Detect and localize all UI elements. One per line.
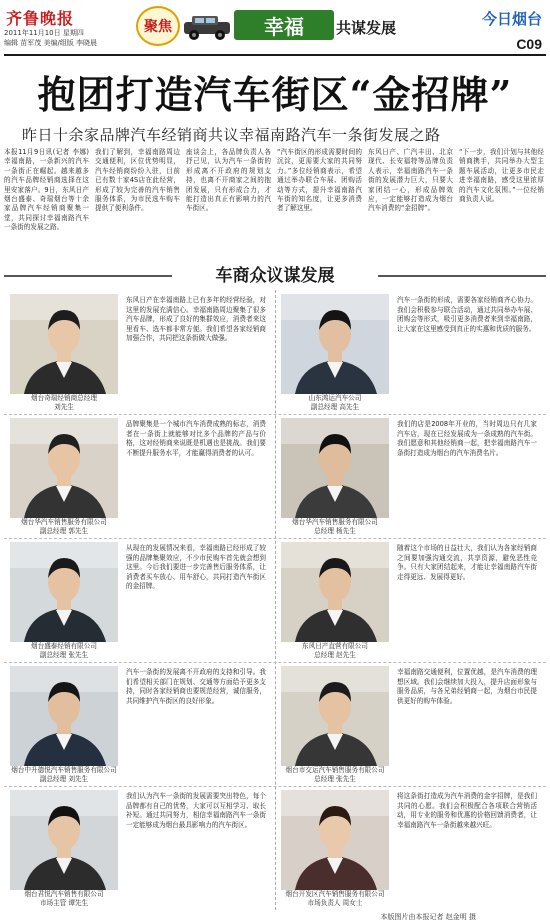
car-icon (180, 12, 234, 42)
photo-credit: 本版图片由本报记者 赵金明 摄 (380, 913, 476, 921)
profile-caption (5, 518, 123, 538)
profile-photo (281, 418, 389, 518)
profile-caption (276, 642, 394, 662)
profile-quote: 从现在的发展情况来看，幸福南路已经形成了较强的品牌集聚效应，不少市民购车首先就会想到这里。今后我们要进一步完善售后服务体系，让消费者买车放心、用车舒心，共同打造汽车街区的金招牌。 (126, 544, 266, 591)
section-title: 车商众议谋发展 (215, 266, 335, 286)
profile-card (275, 662, 546, 786)
profile-photo (281, 542, 389, 642)
profile-caption (276, 890, 394, 910)
profile-photo (10, 294, 118, 394)
article-column: “汽车街区的形成需要时间的沉淀，更需要大家的共同努力。”多位经销商表示，希望通过举办联合车展、团购活动等方式，提升幸福南路汽车街的知名度，让更多消费者了解这里。 (277, 148, 362, 213)
banner-xingfu: 幸福 (234, 10, 334, 40)
profile-person: 副总经理 张先生 (39, 651, 89, 660)
profile-photo (281, 790, 389, 890)
article-column: 座谈会上，各品牌负责人各抒己见，认为汽车一条街的形成离不开政府的规划支持，也离不开商家之间的抱团发展，只有形成合力，才能打造出真正有影响力的汽车街区。 (186, 148, 271, 213)
profile-caption (5, 394, 123, 414)
profile-caption (276, 766, 394, 786)
profile-photo (281, 666, 389, 766)
profile-quote: 幸福南路交通便利，位置优越，是汽车消费的理想区域。我们会继续加大投入，提升店面形象与服务品质，与各兄弟经销商一起，为烟台市民提供更好的购车体验。 (397, 668, 537, 705)
profile-company: 烟台开发区汽车销售服务有限公司 (285, 890, 385, 898)
profile-photo (10, 418, 118, 518)
profile-quote: 随着这个市场的日益壮大，我们认为各家经销商之间要加强沟通交流，共享资源，避免恶性竞争。只有大家团结起来，才能让幸福南路汽车街走得更远、发展得更好。 (397, 544, 537, 581)
subheadline: 昨日十余家品牌汽车经销商共议幸福南路汽车一条街发展之路 (22, 126, 441, 144)
profile-photo (10, 790, 118, 890)
column-banner (136, 4, 436, 48)
profile-quote: 品牌聚集是一个城市汽车消费成熟的标志，消费者在一条街上就能够对比多个品牌的产品与价格，这对经销商来说既是机遇也是挑战。我们要不断提升服务水平，才能赢得消费者的认可。 (126, 420, 266, 457)
masthead-rule (4, 54, 546, 56)
profile-card (4, 414, 275, 538)
profile-company: 山东鸿运汽车公司 (308, 394, 362, 402)
section-rule-right (378, 275, 546, 277)
profile-person: 总经理 赵先生 (314, 651, 356, 660)
profile-photo (281, 294, 389, 394)
profile-photo (10, 666, 118, 766)
profile-person: 副总经理 高先生 (310, 403, 360, 412)
profile-caption (5, 642, 123, 662)
newspaper-logo: 齐鲁晚报 (6, 9, 75, 28)
profile-caption (5, 890, 123, 910)
profile-quote: 东风日产在幸福南路上已有多年的经营经验，对这里的发展充满信心。幸福南路周边聚集了很多汽车品牌，形成了良好的集群效应，消费者来这里看车、选车都非常方便。我们希望各家经销商加强合作，共同把这条街做大做强。 (126, 296, 266, 343)
profile-person: 副总经理 刘先生 (39, 775, 89, 784)
profile-company: 烟台君悦汽车销售有限公司 (24, 890, 104, 898)
issue-meta (4, 28, 154, 48)
profile-card (4, 538, 275, 662)
profiles-grid (4, 290, 546, 910)
profile-caption (276, 394, 394, 414)
masthead (0, 0, 550, 56)
column-badge: 聚焦 (136, 6, 180, 46)
profile-quote: 我们的店是2008年开业的，当时周边只有几家汽车店，现在已经发展成为一条成熟的汽车街。我们愿意和其他经销商一起，把幸福南路汽车一条街打造成为烟台的汽车消费名片。 (397, 420, 537, 457)
profile-quote: 我们认为汽车一条街的发展需要突出特色，每个品牌都有自己的优势，大家可以互相学习、取长补短。通过共同努力，相信幸福南路汽车一条街一定能够成为烟台最具影响力的汽车街区。 (126, 792, 266, 829)
profile-quote: 汽车一条街的发展离不开政府的支持和引导。我们希望相关部门在规划、交通等方面给予更多支持，同时各家经销商也要规范经营，诚信服务，共同维护汽车街区的良好形象。 (126, 668, 266, 705)
profile-quote: 汽车一条街的形成，需要各家经销商齐心协力。我们会积极参与联合活动，通过共同举办车展、团购会等形式，吸引更多消费者来到幸福南路，让大家在这里感受到真正的实惠和优质的服务。 (397, 296, 537, 333)
section-name: 今日烟台 (481, 10, 542, 28)
headline: 抱团打造汽车街区“金招牌” (37, 72, 513, 117)
profile-person: 总经理 张先生 (314, 775, 356, 784)
profile-company: 东风日产直营有限公司 (302, 642, 368, 650)
profile-company: 烟台华汽车销售服务有限公司 (21, 518, 107, 526)
profile-card (275, 538, 546, 662)
profile-card (275, 786, 546, 910)
profile-person: 副总经理 郭先生 (39, 527, 89, 536)
profile-caption (276, 518, 394, 538)
profile-company: 烟台华汽车销售服务有限公司 (292, 518, 378, 526)
profile-card (275, 290, 546, 414)
profile-company: 烟台市交运汽车销售服务有限公司 (285, 766, 385, 774)
section-heading (4, 264, 546, 288)
page-number: C09 (516, 36, 542, 52)
article-column: 我们了解到，幸福南路周边交通便利，区位优势明显，汽车经销商纷纷入驻，目前已有数十家4S店在此经营，形成了较为完善的汽车销售服务体系，为市民选车购车提供了便利条件。 (95, 148, 180, 213)
article-body (4, 148, 546, 258)
profile-company: 烟台中升德悦汽车销售服务有限公司 (11, 766, 117, 774)
profile-company: 烟台盛泰经销有限公司 (31, 642, 97, 650)
profile-person: 市场负责人 周女士 (307, 899, 363, 908)
profile-card (4, 662, 275, 786)
profile-company: 烟台奇瑞经销商总经理 (31, 394, 97, 402)
banner-gongmou: 共谋发展 (336, 18, 397, 37)
editor-credit: 编辑 苗军茂 美编/组版 李晓晨 (4, 39, 98, 47)
profile-person: 市场主管 谭先生 (39, 899, 89, 908)
issue-date: 2011年11月10日 星期四 (4, 29, 84, 37)
profile-caption (5, 766, 123, 786)
article-column: 本报11月9日讯(记者 李娜) 幸福南路，一条新兴的汽车一条街正在崛起。越来越多的汽车品牌经销商选择在这里安家落户。9日，东风日产烟台盛泰、奇瑞烟台等十余家品牌汽车经销商聚集一堂，共同探讨幸福南路汽车一条街的发展之路。 (4, 148, 89, 232)
article-column: “下一步，我们计划与其他经销商携手，共同举办大型主题车展活动，让更多市民走进幸福南路，感受这里浓厚的汽车文化氛围。”一位经销商负责人说。 (459, 148, 544, 204)
profile-photo (10, 542, 118, 642)
profile-card (4, 786, 275, 910)
section-rule-left (4, 275, 172, 277)
profile-person: 总经理 杨先生 (314, 527, 356, 536)
profile-card (275, 414, 546, 538)
profile-card (4, 290, 275, 414)
profile-person: 刘先生 (54, 403, 74, 412)
article-column: 东风日产、广汽丰田、北京现代、长安福特等品牌负责人表示，幸福南路汽车一条街的发展潜力巨大，只要大家团结一心，形成品牌效应，一定能够打造成为烟台汽车消费的“金招牌”。 (368, 148, 453, 213)
profile-quote: 将这条街打造成为汽车消费的金字招牌，是我们共同的心愿。我们会积极配合各项联合营销活动，用专业的服务和优惠的价格回馈消费者，让幸福南路汽车一条街越来越兴旺。 (397, 792, 537, 829)
